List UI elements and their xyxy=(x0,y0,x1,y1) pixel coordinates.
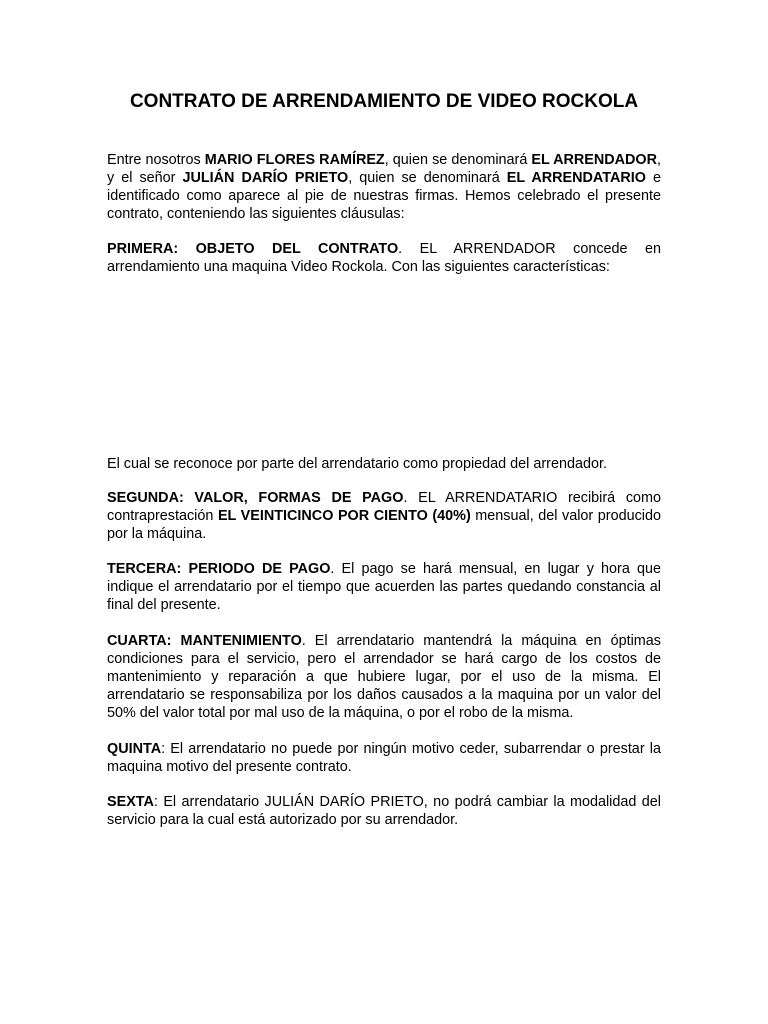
clause-text: : El arrendatario no puede por ningún motivo ceder, subarrendar o prestar la maquina motivo del presente contrato. xyxy=(107,741,661,775)
clause-text: . EL ARRENDATARIO recibirá como contraprestación xyxy=(107,490,662,524)
clause-cuarta xyxy=(107,632,661,722)
clause-tercera xyxy=(107,560,661,614)
arrendatario-term: EL ARRENDATARIO xyxy=(506,170,646,186)
clause-heading: TERCERA: PERIODO DE PAGO xyxy=(107,561,331,577)
intro-text: , quien se denominará xyxy=(348,170,507,186)
clause-text: . El arrendatario mantendrá la máquina en óptimas condiciones para el servicio, pero el arrendador se hará cargo de los costos de mantenimiento y reparación a que hubiere lugar, por el uso de la misma. El arrendatario se responsabiliza por los daños causados a la maquina por un valor del 50% del valor total por mal uso de la máquina, o por el robo de la misma. xyxy=(107,633,661,721)
clause-heading: CUARTA: MANTENIMIENTO xyxy=(107,633,302,649)
intro-paragraph xyxy=(107,151,661,223)
arrendador-term: EL ARRENDADOR xyxy=(531,152,657,168)
clause-text: . EL ARRENDADOR concede en arrendamiento una maquina Video Rockola. Con las siguientes características: xyxy=(107,241,661,275)
arrendatario-name: JULIÁN DARÍO PRIETO xyxy=(182,170,349,186)
clause-heading: PRIMERA: OBJETO DEL CONTRATO xyxy=(107,241,399,257)
clause-heading: SEGUNDA: VALOR, FORMAS DE PAGO xyxy=(107,490,404,506)
clause-text: mensual, del valor producido por la máquina. xyxy=(107,508,661,542)
intro-text: , quien se denominará xyxy=(384,152,532,168)
clause-heading: SEXTA xyxy=(107,794,154,810)
clause-text: . El pago se hará mensual, en lugar y hora que indique el arrendatario por el tiempo que acuerden las partes quedando constancia al final del presente. xyxy=(107,561,661,613)
intro-text: Entre nosotros xyxy=(107,152,205,168)
document-title: CONTRATO DE ARRENDAMIENTO DE VIDEO ROCKOLA xyxy=(129,91,639,112)
ownership-paragraph: El cual se reconoce por parte del arrendatario como propiedad del arrendador. xyxy=(107,456,607,472)
clause-quinta xyxy=(107,740,661,776)
percentage-term: EL VEINTICINCO POR CIENTO (40%) xyxy=(217,508,471,524)
intro-text: e identificado como aparece al pie de nuestras firmas. Hemos celebrado el presente contrato, conteniendo las siguientes cláusulas: xyxy=(107,170,661,222)
arrendador-name: MARIO FLORES RAMÍREZ xyxy=(204,152,385,168)
clause-heading: QUINTA xyxy=(107,741,162,757)
clause-segunda xyxy=(107,489,661,543)
clause-text: : El arrendatario JULIÁN DARÍO PRIETO, no podrá cambiar la modalidad del servicio para la cual está autorizado por su arrendador. xyxy=(107,794,661,828)
intro-text: , y el señor xyxy=(107,152,661,186)
clause-primera xyxy=(107,240,661,276)
clause-sexta xyxy=(107,793,661,829)
